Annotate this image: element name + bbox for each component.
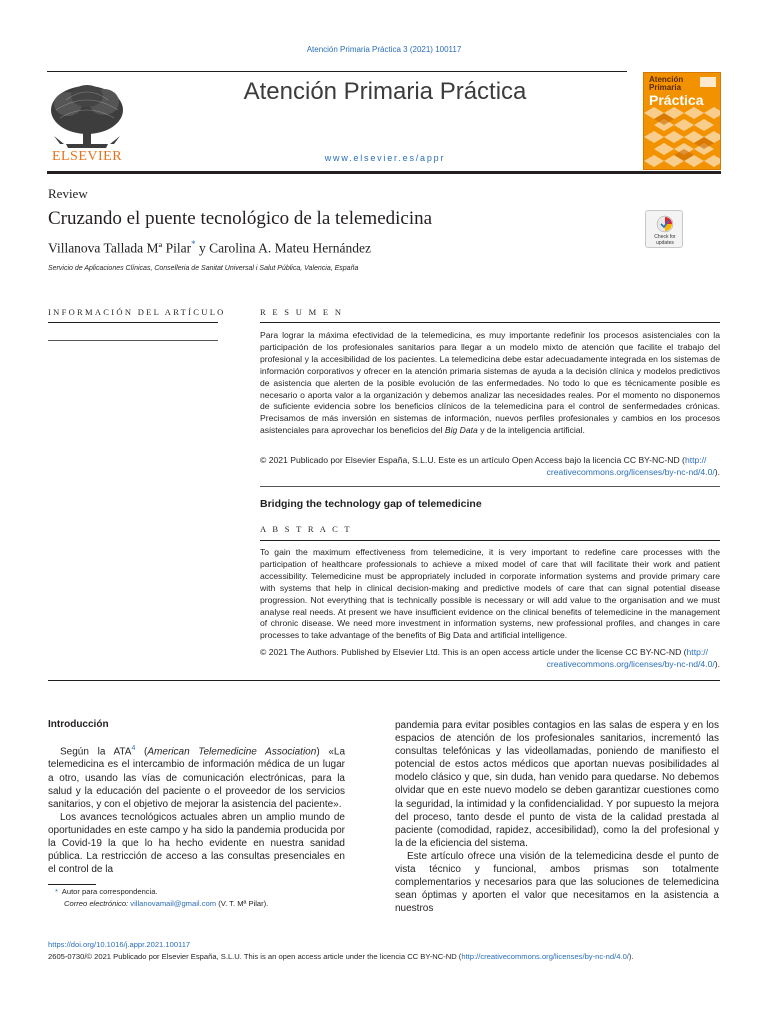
abstract-license-link[interactable]: http:// [686,647,709,657]
resumen-license-link[interactable]: http:// [684,455,707,465]
cover-title-line2: Primaria [649,83,682,92]
body-paragraph: Este artículo ofrece una visión de la telemedicina desde el punto de vista técnico y funcional, ambos prismas son totalmente complementarios y necesarios para que las soluciones de telemedicina sean óptimas y aporten el valor que necesitamos en la asistencia a nuestros [395,850,719,915]
author-2[interactable]: y Carolina A. Mateu Hernández [195,240,372,256]
resumen-license: © 2021 Publicado por Elsevier España, S.L.U. Este es un artículo Open Access bajo la licencia CC BY-NC-ND (http:// creativecommons.org/licenses/by-nc-nd/4.0/). [260,455,720,477]
resumen-license-link-cont[interactable]: creativecommons.org/licenses/by-nc-nd/4.0/ [546,466,715,477]
body-column-left [48,742,345,876]
big-data-term: Big Data [444,425,478,436]
doi-link[interactable]: https://doi.org/10.1016/j.appr.2021.100117 [48,940,191,949]
abstract-license-link-cont[interactable]: creativecommons.org/licenses/by-nc-nd/4.0/ [546,658,715,669]
body-paragraph: Los avances tecnológicos actuales abren un amplio mundo de oportunidades en este campo y ha sido la pandemia producida por la Covid-19 la que lo ha hecho evidente en nuestra sanidad pública. La restricción de acceso a las consultas presenciales en el control de la [48,811,345,876]
journal-citation[interactable]: Atención Primaria Práctica 3 (2021) 100117 [306,45,462,54]
check-updates-icon [656,215,674,233]
body-column-right [395,719,719,915]
info-rule-bottom [48,340,218,341]
abstract-text: To gain the maximum effectiveness from telemedicine, it is very important to redefine care processes with the participation of healthcare professionals to achieve a mixed model of care that will facilitate their work and patient accessibility. Telemedicine must be appropriately included in corporate information systems and provide primary care with systems that help in clinical decision-making and predictive models of care that can signal potential disease progression. Not everything that is technically possible is necessary or will add value to the organisation and we must analyse real needs. At present we have insufficient evidence on the clinical benefits of telemedicine in the management of chronic disease. We need more investment in information systems, new professional profiles, and changes in care processes to take advantage of the benefits of Big Data and artificial intelligence. [260,547,720,641]
article-title: Cruzando el puente tecnológico de la telemedicina [48,208,433,229]
header-top-rule [47,71,627,72]
footnote-email: Correo electrónico: villanovamail@gmail.com (V. T. Mª Pilar). [64,899,269,908]
journal-cover-thumbnail [643,72,721,170]
corresponding-author-mark[interactable]: * [191,239,196,249]
front-matter-bottom-rule [48,680,720,681]
author-1[interactable]: Villanova Tallada Mª Pilar [48,240,192,256]
footnote-correspondence: * Autor para correspondencia. [55,887,158,896]
journal-title: Atención Primaria Práctica [243,78,527,105]
abstract-heading: A B S T R A C T [260,524,352,534]
author-list [48,239,371,257]
affiliation: Servicio de Aplicaciones Clínicas, Conselleria de Sanitat Universal i Salut Pública, Valencia, España [48,265,359,272]
check-updates-label: Check for updates [654,234,676,246]
article-type: Review [48,186,88,201]
reference-4-link[interactable]: 4 [131,745,136,752]
abstract-rule-top [260,540,720,541]
author-email-link[interactable]: villanovamail@gmail.com [130,899,217,908]
cover-title-line1: Atención [649,75,684,84]
abstract-license: © 2021 The Authors. Published by Elsevier Ltd. This is an open access article under the license CC BY-NC-ND (http:// creativecommons.org/licenses/by-nc-nd/4.0/). [260,647,720,669]
info-rule-top [48,322,218,323]
resumen-text: Para lograr la máxima efectividad de la telemedicina, es muy importante redefinir los procesos asistenciales con la participación de los profesionales sanitarios para llegar a un modelo mixto de atención que facilite el trabajo del profesional y la accesibilidad de los pacientes. La telemedicina debe estar adecuadamente integrada en los sistemas de información corporativos y ofrecer en la atención primaria sistemas de ayuda a la decisión clínica y modelos predictivos de asistencia que alerten de la posible evolución de las enfermedades. No todo lo que es técnicamente posible es necesario o aporta valor a la organización y debemos analizar las necesidades reales. Por el momento no disponemos de suficiente evidencia sobre los beneficios clínicos de la telemedicina para el control de senfermedades crónicas. Precisamos de más inversión en sistemas de información, nuevos perfiles profesionales y cambios en los procesos asistenciales para aprovechar los beneficios del Big Data y de la inteligencia artificial. [260,330,720,436]
cover-title-line3: Práctica [649,92,704,108]
resumen-heading: R E S U M E N [260,307,344,317]
check-for-updates-button[interactable] [645,210,683,248]
introduction-heading: Introducción [48,719,109,730]
resumen-rule-top [260,322,720,323]
body-paragraph: pandemia para evitar posibles contagios en las salas de espera y en los espacios de atención de los profesionales sanitarios, incrementó las consultas telefónicas y las videollamadas, poniendo de manifiesto el potencial de estos actos médicos que aportan nuevas posibilidades al modelo clásico y que, sin duda, han venido para quedarse. No debemos olvidar que en este nuevo modelo se deben garantizar cuestiones como la seguridad, la intimidad y la confidencialidad. Y por supuesto la mejora del proceso, tanto desde el punto de vista de la calidad prestada al paciente (comodidad, rapidez, accesibilidad), como la del profesional y la de la eficiencia del sistema. [395,720,719,849]
body-paragraph: Según la ATA$^4$ (American Telemedicine Association) «La telemedicina es el intercambio de información médica de un lugar a otro, usando las vías de comunicación electrónicas, para la salud y la educación del paciente o el proveedor de los servicios sanitarios, y con el objetivo de mejorar la asistencia del paciente». [48,745,346,810]
footer-copyright: 2605-0730/© 2021 Publicado por Elsevier España, S.L.U. This is an open access article under the licencia CC BY-NC-ND (http://creativecommons.org/licenses/by-nc-nd/4.0/). [48,952,634,961]
publisher-wordmark: ELSEVIER [51,149,123,164]
english-title: Bridging the technology gap of telemedicine [260,498,482,510]
header-bottom-rule [47,171,721,174]
journal-url-link[interactable]: www.elsevier.es/appr [324,153,446,163]
article-info-heading: INFORMACIÓN DEL ARTÍCULO [48,307,226,317]
footnote-rule [48,884,96,885]
resumen-rule-bottom [260,486,720,487]
footer-license-link[interactable]: http://creativecommons.org/licenses/by-nc-nd/4.0/ [461,952,629,961]
